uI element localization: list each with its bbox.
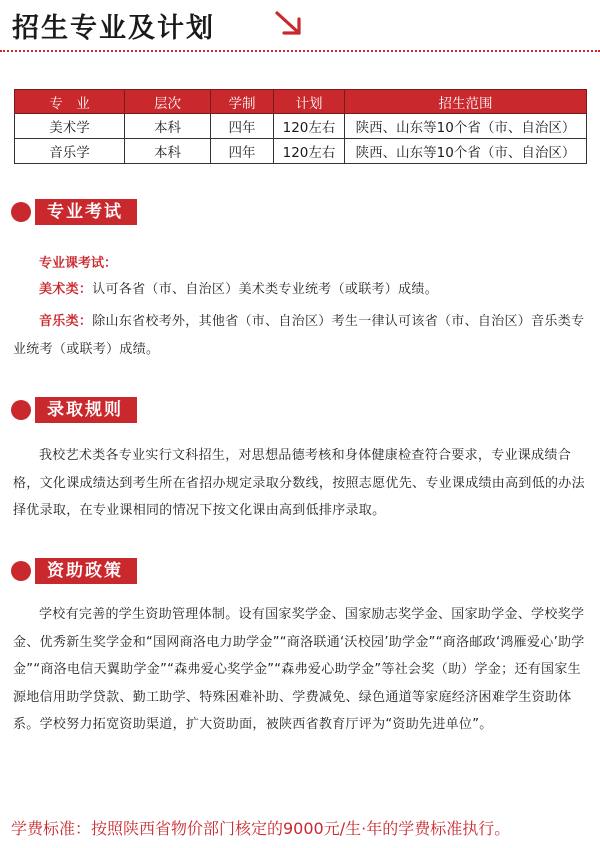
section-bullet-icon — [11, 202, 31, 222]
section-title: 专业考试 — [35, 199, 137, 225]
table-cell: 音乐学 — [15, 139, 125, 164]
enrollment-plan-table — [14, 89, 587, 164]
table-cell: 120左右 — [274, 114, 345, 139]
tuition-standard: 学费标准：按照陕西省物价部门核定的9000元/生·年的学费标准执行。 — [11, 819, 511, 838]
table-row — [15, 114, 587, 139]
table-cell: 本科 — [125, 139, 211, 164]
arrow-down-right-icon — [273, 9, 307, 39]
table-header-row — [15, 90, 587, 114]
table-cell: 陕西、山东等10个省（市、自治区） — [345, 139, 587, 164]
section-title: 录取规则 — [35, 397, 137, 423]
section-bullet-icon — [11, 561, 31, 581]
music-text: 除山东省校考外，其他省（市、自治区）考生一律认可该省（市、自治区）音乐类专业统考（或联考）成绩。 — [13, 314, 585, 357]
title-divider — [0, 50, 600, 52]
column-header-scope: 招生范围 — [345, 90, 587, 114]
admission-paragraph: 我校艺术类各专业实行文科招生，对思想品德考核和身体健康检查符合要求，专业课成绩合格，文化课成绩达到考生所在省招办规定录取分数线，按照志愿优先、专业课成绩由高到低的办法择优录取，在专业课相同的情况下按文化课由高到低排序录取。 — [13, 448, 585, 518]
column-header-major: 专 业 — [15, 90, 125, 114]
exam-art-paragraph — [39, 276, 579, 304]
exam-sub-heading: 专业课考试： — [39, 256, 118, 271]
column-header-quota: 计划 — [274, 90, 345, 114]
table-cell: 四年 — [211, 114, 274, 139]
table-cell: 120左右 — [274, 139, 345, 164]
table-cell: 陕西、山东等10个省（市、自治区） — [345, 114, 587, 139]
section-bullet-icon — [11, 400, 31, 420]
art-text: 认可各省（市、自治区）美术类专业统考（或联考）成绩。 — [92, 282, 439, 297]
art-label: 美术类： — [39, 282, 93, 297]
section-title: 资助政策 — [35, 558, 137, 584]
table-row — [15, 139, 587, 164]
aid-paragraph: 学校有完善的学生资助管理体制。设有国家奖学金、国家励志奖学金、国家助学金、学校奖学金、优秀新生奖学金和“国网商洛电力助学金”“商洛联通‘沃校园’助学金”“商洛邮政‘鸿雁爱心’助学金”“商洛电信天翼助学金”“森弗爱心奖学金”“森弗爱心助学金”等社会奖（助）学金；还有国家生源地信用助学贷款、勤工助学、特殊困难补助、学费减免、绿色通道等家庭经济困难学生资助体系。学校努力拓宽资助渠道，扩大资助面，被陕西省教育厅评为“资助先进单位”。 — [13, 607, 585, 732]
column-header-level: 层次 — [125, 90, 211, 114]
music-label: 音乐类： — [39, 314, 93, 329]
table-cell: 美术学 — [15, 114, 125, 139]
page-header — [0, 0, 600, 62]
table-cell: 四年 — [211, 139, 274, 164]
column-header-duration: 学制 — [211, 90, 274, 114]
page-title: 招生专业及计划 — [12, 13, 215, 44]
table-cell: 本科 — [125, 114, 211, 139]
exam-music-paragraph — [13, 308, 587, 363]
